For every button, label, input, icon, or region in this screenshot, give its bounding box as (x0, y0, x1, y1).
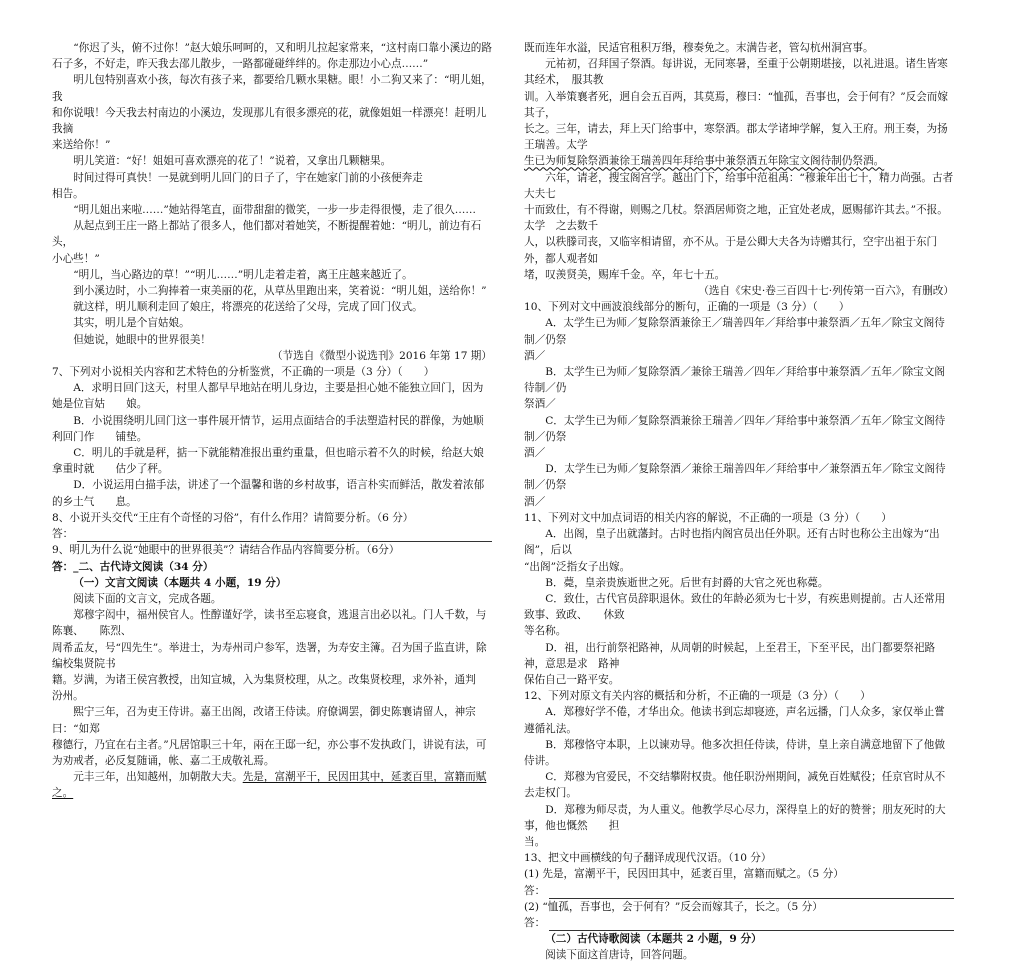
q12-option-cont: 当。 (524, 835, 546, 848)
story-line: 和你说哦！今天我去村南边的小溪边，发现那儿有很多漂亮的花，就像姐姐一样漂亮！赶明儿我摘 (52, 106, 487, 136)
story-line: “明儿姐出来啦……”她站得笔直，面带甜甜的微笑，一步一步走得很慢，走了很久…… (73, 204, 476, 217)
story-line: 石子多，不好走，昨天我去邵儿散步，一路都碰碰绊绊的。你走那边小心点……” (52, 58, 429, 71)
q10-option-cont: 酒／ (524, 447, 546, 460)
story-line: “明儿，当心路边的草！”“明儿……”明儿走着走着，离王庄越来越近了。 (73, 268, 413, 281)
instruction-1: 阅读下面的文言文，完成各题。 (73, 592, 222, 605)
classical-line: 籍。岁满，为诸王侯宫教授，出知宣城，入为集贤校理，从之。改集贤校理，求外补，通判 (52, 673, 476, 686)
question-8: 8、小说开头交代“王庄有个奇怪的习俗”，有什么作用？请简要分析。（6 分） (52, 511, 414, 524)
underlined-sentence: 先是，富潮平干，民因田其中，延袤百里，富籍而赋之。 (52, 771, 487, 800)
q11-option-cont: 保佑自己一路平安。 (524, 673, 620, 686)
q7-option-b: B．小说围绕明儿回门这一事件展开情节，运用点面结合的手法塑造村民的群像，为她顺利回门作 铺垫。 (52, 414, 484, 443)
story-source: （节选自《微型小说选刊》2016 年第 17 期） (271, 349, 492, 362)
story-line: 来送给你！” (52, 139, 111, 152)
q10-option: D．太学生已为师／复除祭酒／兼徐王瑞善四年／拜给事中／兼祭酒五年／除宝文阁待制／仍祭 (524, 463, 946, 492)
question-10: 10、下列对文中画波浪线部分的断句，正确的一项是（3 分）（ ） (524, 301, 850, 314)
q13-part-1: (1) 先是，富潮平干，民因田其中，延袤百里，富籍而赋之。（5 分） (524, 868, 844, 881)
classical-line: 为劝戒者，必反复随诵，帐、嘉二王成敬礼焉。 (52, 754, 275, 767)
question-11: 11、下列对文中加点词语的相关内容的解说，不正确的一项是（3 分）（ ） (524, 511, 892, 524)
q12-option: A．郑穆好学不倦，才华出众。他读书到忘却寝迹，声名远播，门人众多，家仅举止嘗遵循礼法。 (524, 706, 945, 735)
story-line: 从起点到王庄一路上都站了很多人，他们都对着她笑，不断提醒着她：“明儿，前边有石头， (52, 220, 482, 249)
question-13: 13、把文中画横线的句子翻译成现代汉语。（10 分） (524, 852, 772, 865)
question-7: 7、下列对小说相关内容和艺术特色的分析鉴赏，不正确的一项是（3 分）（ ） (52, 366, 435, 379)
subsection-1-heading: （一）文言文阅读（本题共 4 小题，19 分） (73, 576, 287, 589)
q10-option: A．太学生已为师／复除祭酒兼徐王／瑞善四年／拜给事中兼祭酒／五年／除宝文阁待制／仍祭 (524, 317, 945, 346)
question-12: 12、下列对原文有关内容的概括和分析，不正确的一项是（3 分）（ ） (524, 690, 871, 703)
q11-option: C．致仕，古代官员辞职退休。致仕的年龄必须为七十岁，有疾患则提前。古人还常用致事、致政、 休致 (524, 592, 946, 622)
classical-line: 穆德行，乃宜在右主者。”凡居馆职三十年，兩在王邸一纪，亦公事不发执政门，讲说有法，可 (52, 738, 487, 751)
instruction-2: 阅读下面这首唐诗，回答问题。 (545, 949, 694, 962)
left-column (52, 40, 492, 802)
classical-line: 既而连年水溢，民适官租积万缗，穆奏免之。末满告老，管勾杭州洞宫事。 (524, 42, 874, 54)
classical-line: 汾州。 (52, 690, 84, 703)
q10-option-cont: 祭酒／ (524, 398, 556, 411)
answer-label: 答： (524, 884, 546, 897)
q7-option-a: A．求明日回门这天，村里人都早早地站在明儿身边，主要是担心她不能独立回门，因为她是位盲姑 娘。 (52, 382, 484, 411)
answer-line-13-1[interactable] (524, 883, 954, 899)
classical-text: 元丰三年，出知越州，加朝散大夫。 (73, 771, 243, 784)
story-line: 到小溪边时，小二狗捧着一束美丽的花，从草丛里跑出来，笑着说：“明儿姐，送给你！” (73, 285, 487, 298)
q12-option: C．郑穆为官爱民，不交结攀附权贵。他任职汾州期间，减免百姓赋役；任京官时从不去走权门。 (524, 771, 946, 800)
q11-option-cont: 等名称。 (524, 625, 567, 638)
q11-option: A．出阁，皇子出就藩封。古时也指内阁宫员出任外职。还有古时也称公主出嫁为“出阁”，后以 (524, 528, 940, 557)
q10-option-cont: 酒／ (524, 495, 546, 508)
q10-option-cont: 酒／ (524, 349, 546, 362)
wavy-underlined-line: 生已为师复除祭酒兼徐王瑞善四年拜给事中兼祭酒五年除宝文阁待制仍祭酒。 (524, 155, 885, 168)
q11-option: D．祖，出行前祭祀路神，从周朝的时候起，上至君王，下至平民，出门都要祭祀路神，意思是求 路神 (524, 641, 936, 670)
classical-line: 六年，请老，搜宝阁宫学。越出门下，给事中范祖禹：“穆兼年出七十，精力尚强。古者大夫七 (524, 171, 954, 200)
classical-line (52, 769, 492, 801)
classical-line: 元祐初，召拜国子祭酒。每讲说，无同寒暑，至重于公朝期堪接，以礼进退。诸生皆寒其经术， 服其教 (524, 58, 948, 87)
classical-line: 郑穆字闳中，福州侯官人。性醇谨好学，读书至忘寝食，逃退言出必以礼。门人千数，与陈襄、 陈烈、 (52, 609, 487, 638)
q10-option: C．太学生已为师／复除祭酒兼徐王瑞善／四年／拜给事中兼祭酒／五年／除宝文阁待制／仍祭 (524, 414, 946, 443)
q12-option: B．郑穆恪守本职，上以谏劝导。他多次担任侍读，侍讲，皇上亲自满意地留下了他做侍讲。 (524, 738, 945, 767)
answer-label: 答： (524, 916, 546, 929)
q7-option-c: C．明儿的手就是秤，掂一下就能精准报出重约重量，但也暗示着不久的时候，给赵大娘拿重时就 估少了秤。 (52, 447, 484, 476)
story-line: 小心些！” (52, 252, 100, 265)
story-line: 明儿笑道：“好！姐姐可喜欢漂亮的花了！”说着，又拿出几颗糖果。 (73, 155, 392, 168)
classical-line: 堵，叹羡贤美，赐库千金。卒，年七十五。 (524, 268, 726, 281)
classical-line: 人，以秩滕司丧，又临宰相请留，亦不从。于是公卿大夫各为诗赠其行，空宇出祖于东门 外，都人观者如 (524, 236, 959, 265)
answer-line-13-2[interactable] (524, 915, 954, 931)
section-2-heading: 答：_二、古代诗文阅读（34 分） (52, 560, 214, 573)
classical-line: 训。入举策襄者死，迥自会五百两，其莫焉，穆曰：“恤孤，吾事也，会于何有？”反会而嫁其子， (524, 90, 948, 119)
story-line: 相告。 (52, 187, 84, 200)
story-line: 明儿包特别喜欢小孩，每次有孩子来，都要给几颗水果糖。眼！小二狗又来了：“明儿姐，我 (52, 74, 492, 103)
story-line: 但她说，她眼中的世界很美！ (73, 333, 211, 346)
q11-option-cont: “出阁”泛指女子出嫁。 (524, 560, 631, 573)
classical-line: 十而致仕，有不得谢，则赐之几杖。祭酒居师资之地，正宜处老成，愿赐郁许其去。”不报。太学 之去数千 (524, 204, 948, 233)
question-9: 9、明儿为什么说“她眼中的世界很美”？请结合作品内容简要分析。（6分） (52, 544, 400, 557)
classical-line: 长之。三年，请去，拜上天门给事中，寒祭酒。郡太学诸坤学解，复入王府。刑王奏，为扬王瑞善。太学 (524, 123, 948, 152)
subsection-2-heading: （二）古代诗歌阅读（本题共 2 小题，9 分） (545, 933, 762, 946)
story-line: “你迟了头，俯不过你！”赵大娘乐呵呵的，又和明儿拉起家常来，“这村南口靠小溪边的路 (73, 42, 492, 54)
classical-line: 熙宁三年，召为吏王侍讲。嘉王出阁，改诸王侍读。府僚调罢，御史陈襄请留人，神宗曰：“如郑 (52, 706, 476, 735)
story-line: 时间过得可真快！一晃就到明儿回门的日子了，宇在她家门前的小孩便奔走 (73, 171, 423, 184)
answer-label: 答： (52, 528, 74, 541)
q7-option-d: D．小说运用白描手法，讲述了一个温馨和谐的乡村故事，语言朴实而鲜活，散发着浓郁的乡土气 息。 (52, 479, 485, 508)
q11-option: B．薨，皇亲贵族逝世之死。后世有封爵的大官之死也称薨。 (545, 576, 829, 589)
q10-option: B．太学生已为师／复除祭酒／兼徐王瑞善／四年／拜给事中兼祭酒／五年／除宝文阁待制／仍 (524, 366, 945, 395)
answer-line-8[interactable] (52, 526, 492, 542)
classical-line: 周希孟友，号“四先生”。举进士，为寿州司户参军，迭署，为寿安主簿。召为国子监直讲，除编校集贤院书 (52, 641, 487, 670)
classical-source: （选自《宋史·卷三百四十七·列传第一百六》，有删改） (698, 285, 954, 298)
q12-option: D．郑穆为师尽责，为人重义。他教学尽心尽力，深得皇上的好的赞誉；朋友死时的大事，他也慨然 担 (524, 803, 946, 832)
story-line: 其实，明儿是个盲姑娘。 (73, 317, 190, 330)
q13-part-2: (2) “恤孤，吾事也，会于何有？”反会而嫁其子，长之。（5 分） (524, 900, 823, 913)
story-line: 就这样，明儿顺利走回了娘庄，将漂亮的花送给了父母，完成了回门仪式。 (73, 301, 423, 314)
right-column (524, 40, 959, 964)
